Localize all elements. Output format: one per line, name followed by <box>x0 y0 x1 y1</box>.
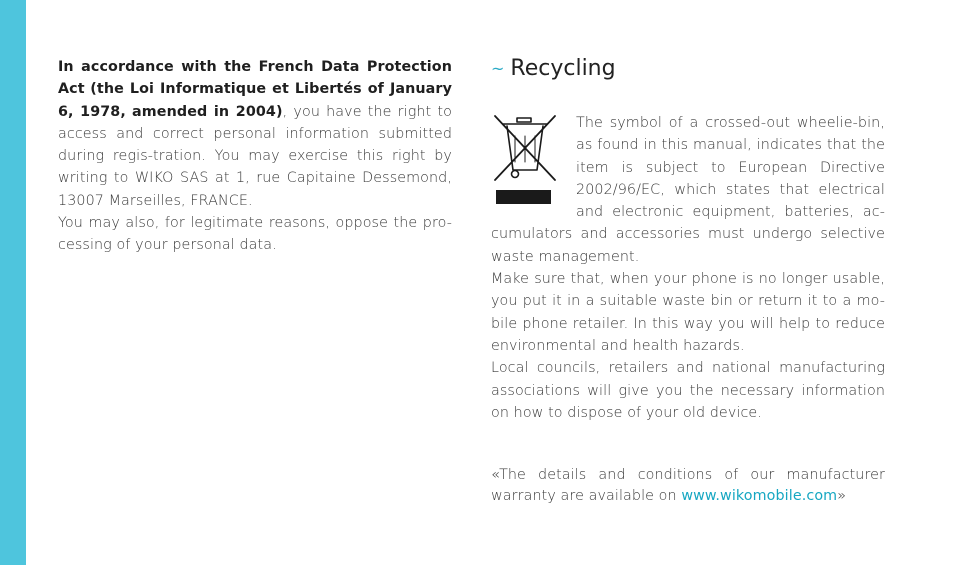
recycling-title: Recycling <box>510 56 616 81</box>
recycling-paragraph-1 <box>491 112 885 268</box>
data-protection-bold-2: (the Loi Informatique et Libertés of January 6, 1978, <box>58 81 452 120</box>
data-protection-paragraph <box>58 56 452 212</box>
data-protection-text: , you have the right to access and correct personal information submitted during regis-tration. You may exercise this right by writing to WIKO SAS at 1, rue Capitaine Dessemond, 13007 Marseilles, FRANCE. <box>58 103 452 209</box>
oppose-processing-paragraph: You may also, for legitimate reasons, oppose the pro-cessing of your personal data. <box>58 215 452 254</box>
warranty-notice-line-1: «The details and conditions of our manufacturer <box>491 467 885 484</box>
data-protection-bold-3: amended in 2004) <box>132 103 283 120</box>
wikomobile-link[interactable]: www.wikomobile.com <box>681 488 838 505</box>
crossed-out-wheelie-bin-icon <box>491 114 563 212</box>
warranty-notice-suffix: » <box>837 488 847 505</box>
data-protection-column <box>58 56 452 257</box>
warranty-notice <box>491 465 885 507</box>
sidebar-accent-bar <box>0 0 26 565</box>
recycling-column <box>491 56 885 507</box>
data-protection-bold-1: In accordance with the French Data Protection Act <box>58 59 452 98</box>
recycling-paragraph-2: Make sure that, when your phone is no longer usable, you put it in a suitable waste bin or return it to a mo-bile phone retailer. In this way you will help to reduce environmental and health hazards. <box>491 271 885 354</box>
recycling-heading <box>491 56 885 86</box>
recycling-paragraph-3: Local councils, retailers and national manufacturing associations will give you the necessary information on how to dispose of your old device. <box>491 360 885 421</box>
heading-tilde-mark: ~ <box>491 59 505 78</box>
warranty-notice-prefix: warranty are available on <box>491 488 682 505</box>
recycling-text-1: The symbol of a crossed-out wheelie-bin, as found in this manual, indicates that the item is subject to European Directive 2002/96/EC, which states that electrical and electronic equipment, batteries, ac-cumulators and accessories must undergo selective waste management. <box>491 115 885 265</box>
